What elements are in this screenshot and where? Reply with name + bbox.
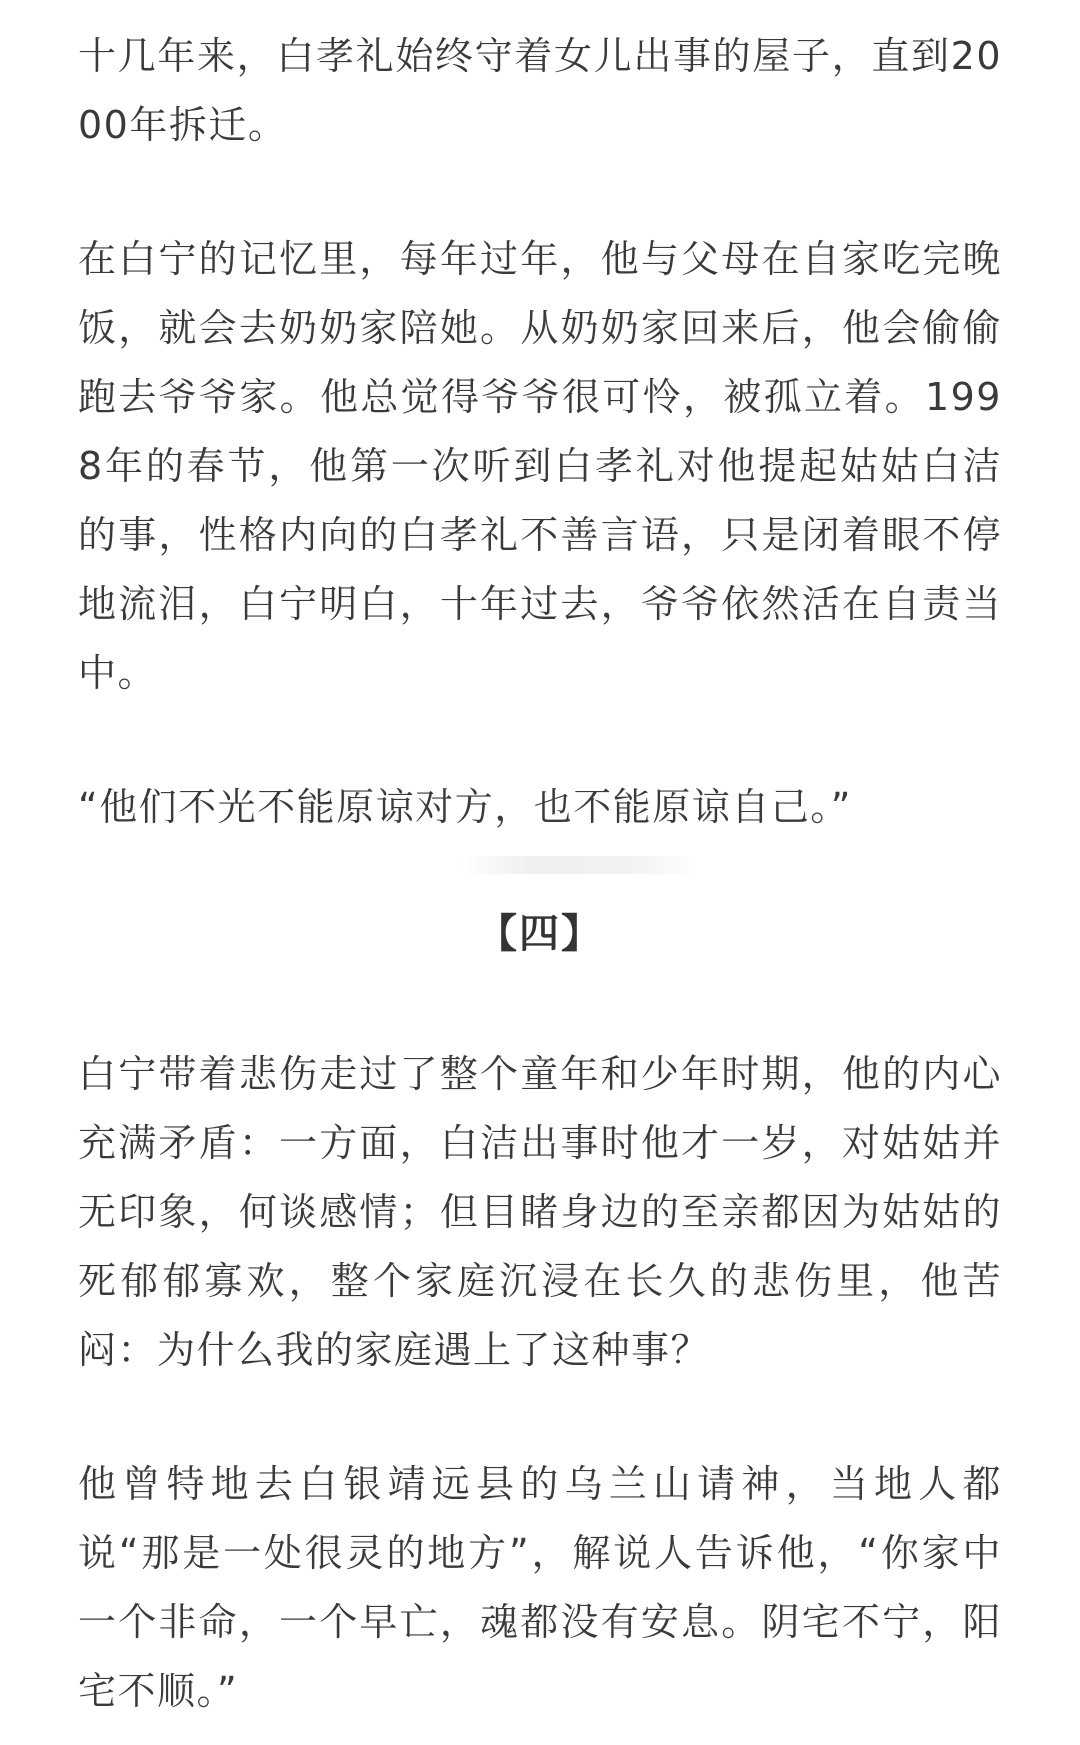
- section-heading: 【四】: [477, 911, 603, 957]
- paragraph-childhood: 白宁带着悲伤走过了整个童年和少年时期，他的内心充满矛盾：一方面，白洁出事时他才一岁，对姑姑并无印象，何谈感情；但目睹身边的至亲都因为姑姑的死郁郁寡欢，整个家庭沉浸在长久的悲伤里，他苦闷：为什么我的家庭遇上了这种事？: [78, 1052, 1002, 1372]
- paragraph-memory: 在白宁的记忆里，每年过年，他与父母在自家吃完晚饭，就会去奶奶家陪她。从奶奶家回来后，他会偷偷跑去爷爷家。他总觉得爷爷很可怜，被孤立着。1998年的春节，他第一次听到白孝礼对他提起姑姑白洁的事，性格内向的白孝礼不善言语，只是闭着眼不停地流泪，白宁明白，十年过去，爷爷依然活在自责当中。: [78, 237, 1002, 695]
- paragraph-demolition: 十几年来，白孝礼始终守着女儿出事的屋子，直到2000年拆迁。: [78, 34, 1002, 147]
- article-body: [78, 22, 1002, 1726]
- paragraph-quote: “他们不光不能原谅对方，也不能原谅自己。”: [78, 785, 852, 829]
- paragraph-wulan-mountain: 他曾特地去白银靖远县的乌兰山请神，当地人都说“那是一处很灵的地方”，解说人告诉他，“你家中一个非命，一个早亡，魂都没有安息。阴宅不宁，阳宅不顺。”: [78, 1462, 1002, 1713]
- watermark-smudge: [78, 842, 1002, 892]
